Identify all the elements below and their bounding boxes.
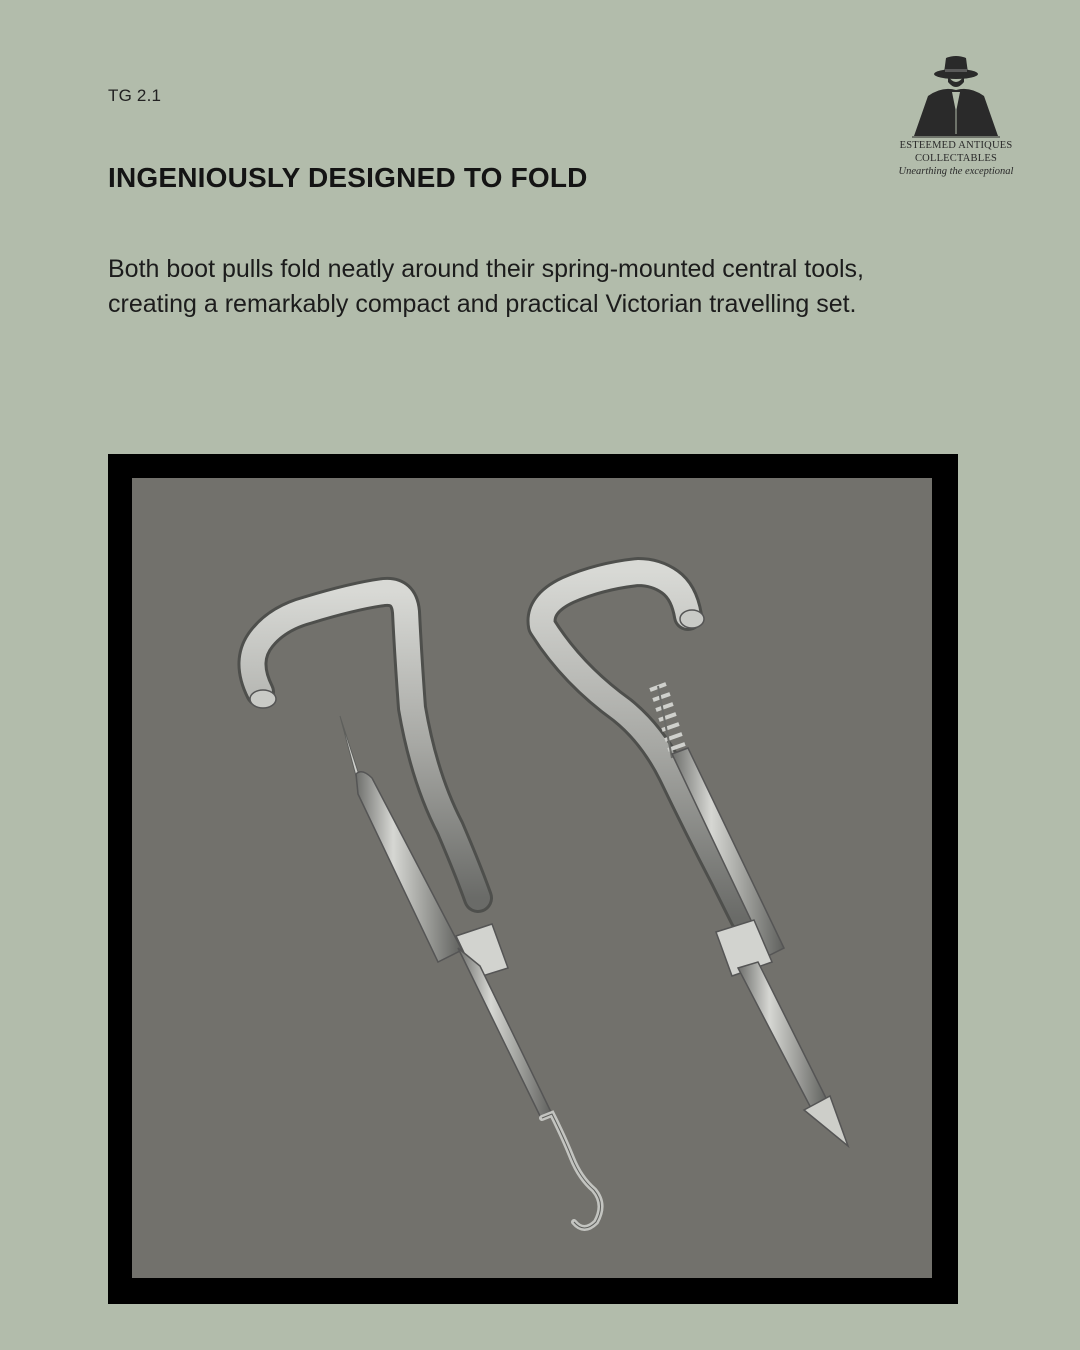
page-title: INGENIOUSLY DESIGNED TO FOLD <box>108 162 588 193</box>
product-photo <box>132 478 932 1278</box>
photo-frame <box>108 454 958 1304</box>
brand-name-line1: ESTEEMED ANTIQUES <box>899 140 1013 151</box>
detective-icon <box>908 52 1004 138</box>
brand-tagline: Unearthing the exceptional <box>898 166 1014 177</box>
brand-logo <box>886 52 1026 182</box>
boot-pull-right-icon <box>542 572 848 1146</box>
boot-pull-left-icon <box>250 592 601 1228</box>
slide-code: TG 2.1 <box>108 86 162 105</box>
brand-name-line2: COLLECTABLES <box>914 153 998 164</box>
description-text: Both boot pulls fold neatly around their spring-mounted central tools, creating a remarkably compact and practical Victorian travelling set. <box>108 255 865 318</box>
